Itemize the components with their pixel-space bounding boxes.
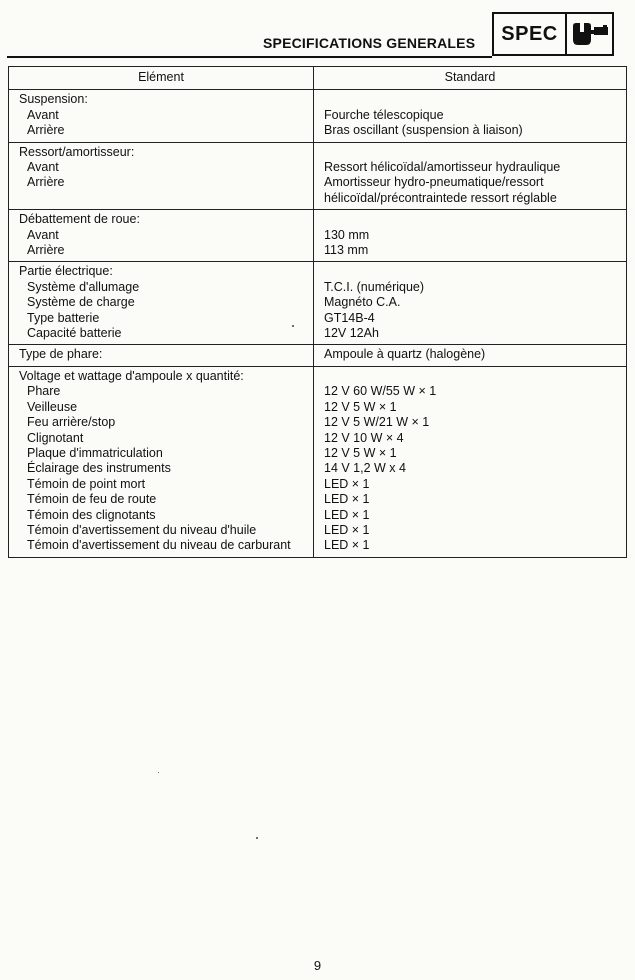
column-header-standard: Standard bbox=[314, 67, 627, 90]
item-value: LED × 1 bbox=[324, 522, 370, 537]
item-label: Témoin des clignotants bbox=[27, 507, 156, 522]
item-label: Témoin de point mort bbox=[27, 476, 146, 491]
column-header-element: Elément bbox=[9, 67, 314, 90]
item-value: Ressort hélicoïdal/amortisseur hydraulique bbox=[324, 160, 561, 175]
section-heading: Voltage et wattage d'ampoule x quantité: bbox=[19, 368, 244, 383]
item-value: LED × 1 bbox=[324, 507, 370, 522]
table-row bbox=[9, 210, 627, 262]
wrench-icon bbox=[567, 14, 612, 54]
item-value: Magnéto C.A. bbox=[324, 295, 401, 310]
item-label: Type de phare: bbox=[19, 347, 103, 362]
item-label: Arrière bbox=[27, 123, 65, 138]
item-label: Système d'allumage bbox=[27, 279, 140, 294]
item-label: Veilleuse bbox=[27, 399, 78, 414]
item-label: Témoin d'avertissement du niveau de carburant bbox=[27, 538, 291, 553]
scan-speck bbox=[158, 772, 159, 773]
item-value: LED × 1 bbox=[324, 476, 370, 491]
item-label: Arrière bbox=[27, 243, 65, 258]
section-heading: Suspension: bbox=[19, 92, 88, 107]
item-value: Ampoule à quartz (halogène) bbox=[324, 347, 486, 362]
item-value: T.C.I. (numérique) bbox=[324, 279, 425, 294]
item-value: Fourche télescopique bbox=[324, 107, 444, 122]
item-value: 14 V 1,2 W x 4 bbox=[324, 461, 406, 476]
table-row bbox=[9, 142, 627, 210]
item-label: Feu arrière/stop bbox=[27, 415, 116, 430]
section-heading: Ressort/amortisseur: bbox=[19, 144, 135, 159]
item-value: 12 V 60 W/55 W × 1 bbox=[324, 384, 437, 399]
table-header-row bbox=[9, 67, 627, 90]
item-label: Système de charge bbox=[27, 295, 135, 310]
item-label: Témoin d'avertissement du niveau d'huile bbox=[27, 522, 257, 537]
item-value: LED × 1 bbox=[324, 538, 370, 553]
item-label: Clignotant bbox=[27, 430, 84, 445]
item-label: Arrière bbox=[27, 175, 65, 190]
section-heading: Débattement de roue: bbox=[19, 212, 140, 227]
specifications-table bbox=[8, 66, 627, 558]
item-value: 12 V 5 W × 1 bbox=[324, 445, 397, 460]
item-label: Avant bbox=[27, 227, 59, 242]
item-value: 113 mm bbox=[324, 243, 369, 258]
header-rule bbox=[7, 56, 492, 58]
item-value: LED × 1 bbox=[324, 492, 370, 507]
table-row bbox=[9, 345, 627, 366]
table-row bbox=[9, 262, 627, 345]
section-label: SPEC bbox=[494, 14, 567, 54]
scan-speck bbox=[292, 325, 294, 327]
table-row bbox=[9, 366, 627, 557]
item-value: 12 V 5 W × 1 bbox=[324, 399, 397, 414]
item-label: Éclairage des instruments bbox=[27, 461, 171, 476]
item-value: 130 mm bbox=[324, 227, 370, 242]
item-value: 12 V 5 W/21 W × 1 bbox=[324, 415, 430, 430]
page-number: 9 bbox=[313, 958, 322, 973]
item-label: Plaque d'immatriculation bbox=[27, 445, 163, 460]
section-tab bbox=[492, 12, 614, 56]
item-label: Témoin de feu de route bbox=[27, 492, 157, 507]
table-row bbox=[9, 90, 627, 142]
item-value: GT14B-4 bbox=[324, 310, 375, 325]
scan-speck bbox=[256, 837, 258, 839]
item-value: 12V 12Ah bbox=[324, 326, 379, 341]
item-label: Phare bbox=[27, 384, 61, 399]
section-heading: Partie électrique: bbox=[19, 264, 113, 279]
item-value-continued: hélicoïdal/précontraintede ressort réglable bbox=[324, 190, 557, 205]
item-label: Type batterie bbox=[27, 310, 100, 325]
item-value: Bras oscillant (suspension à liaison) bbox=[324, 123, 523, 138]
item-label: Capacité batterie bbox=[27, 326, 122, 341]
item-value: Amortisseur hydro-pneumatique/ressort bbox=[324, 175, 544, 190]
item-label: Avant bbox=[27, 107, 59, 122]
item-label: Avant bbox=[27, 160, 59, 175]
item-value: 12 V 10 W × 4 bbox=[324, 430, 404, 445]
page-title: SPECIFICATIONS GENERALES bbox=[263, 35, 476, 51]
